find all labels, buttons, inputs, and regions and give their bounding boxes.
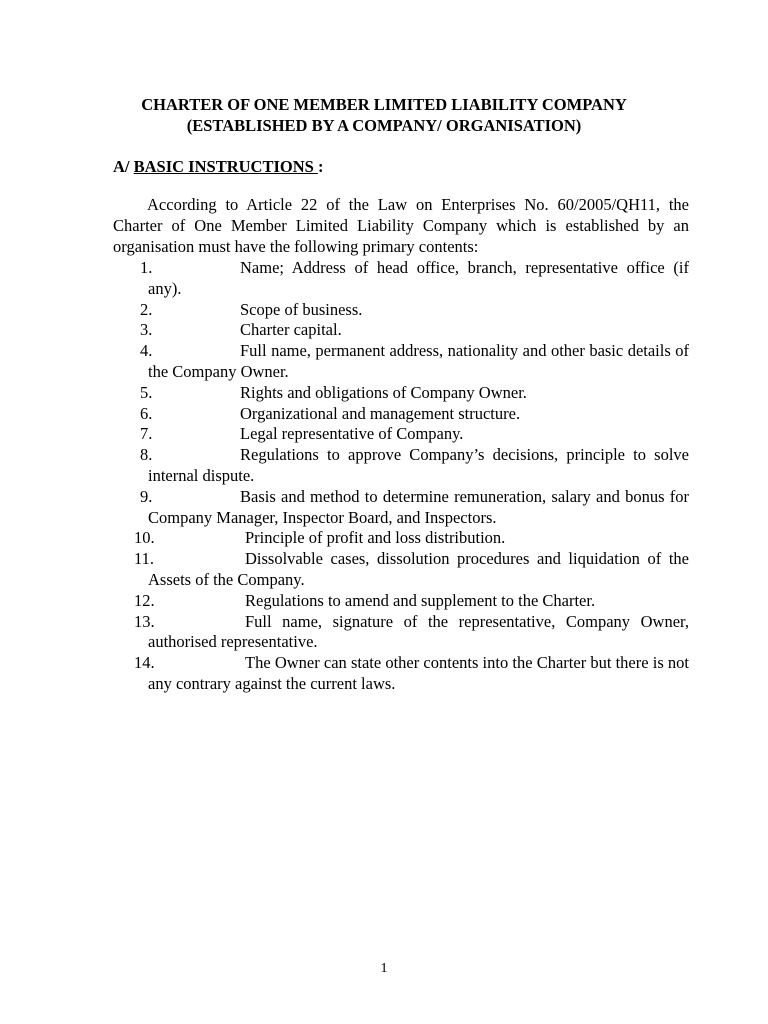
- list-item-text: Organizational and management structure.: [240, 403, 521, 423]
- list-item: [0, 591, 768, 612]
- section-heading: [113, 156, 323, 177]
- title-line-1: CHARTER OF ONE MEMBER LIMITED LIABILITY COMPANY: [141, 95, 627, 114]
- list-item: [0, 258, 768, 300]
- list-item-text: Scope of business.: [240, 299, 363, 319]
- list-item-text: Basis and method to determine remuneration, salary and bonus for Company Manager, Inspector Board, and Inspectors.: [148, 486, 689, 527]
- list-item: [0, 424, 768, 445]
- list-item-text: Full name, permanent address, nationality and other basic details of the Company Owner.: [148, 341, 689, 381]
- list-item-number: 2.: [140, 299, 153, 319]
- list-item-text: Charter capital.: [240, 320, 342, 340]
- list-item-text: The Owner can state other contents into the Charter but there is not any contrary against the current laws.: [148, 653, 689, 693]
- list-item-number: 3.: [140, 320, 153, 340]
- list-item: [0, 528, 768, 549]
- section-prefix: A/: [113, 157, 134, 176]
- list-item: [0, 487, 768, 529]
- list-item: [0, 300, 768, 321]
- list-item: [0, 341, 768, 383]
- page-number: 1: [380, 961, 388, 976]
- list-item-number: 7.: [140, 424, 153, 444]
- list-item: [0, 549, 768, 591]
- list-item: [0, 320, 768, 341]
- list-item: [0, 653, 768, 695]
- list-item-number: 13.: [134, 611, 155, 631]
- list-item-number: 6.: [140, 403, 153, 423]
- list-item: [0, 612, 768, 654]
- section-suffix: :: [317, 157, 324, 176]
- list-item-number: 8.: [140, 445, 153, 465]
- contents-list: [0, 258, 768, 695]
- title-line-2: (ESTABLISHED BY A COMPANY/ ORGANISATION): [186, 116, 582, 135]
- document-title: [0, 94, 768, 136]
- list-item-text: Dissolvable cases, dissolution procedures and liquidation of the Assets of the Company.: [148, 549, 689, 589]
- list-item-text: Principle of profit and loss distribution.: [245, 528, 506, 548]
- list-item-text: Rights and obligations of Company Owner.: [240, 382, 527, 402]
- list-item-number: 9.: [140, 486, 153, 506]
- list-item-number: 11.: [134, 549, 155, 569]
- list-item-number: 14.: [134, 653, 155, 673]
- list-item-number: 10.: [134, 528, 155, 548]
- list-item-text: Regulations to amend and supplement to the Charter.: [245, 590, 596, 610]
- intro-paragraph: According to Article 22 of the Law on Enterprises No. 60/2005/QH11, the Charter of One Member Limited Liability Company which is established by an organisation must have the following primary contents:: [113, 195, 689, 256]
- list-item: [0, 445, 768, 487]
- list-item-text: Name; Address of head office, branch, representative office (if any).: [148, 258, 689, 298]
- list-item-number: 5.: [140, 382, 153, 402]
- list-item-number: 4.: [140, 341, 153, 361]
- section-heading-text: BASIC INSTRUCTIONS: [133, 157, 318, 176]
- list-item-number: 12.: [134, 590, 155, 610]
- list-item: [0, 404, 768, 425]
- list-item-text: Full name, signature of the representative, Company Owner, authorised representative.: [148, 611, 689, 652]
- list-item: [0, 383, 768, 404]
- list-item-text: Regulations to approve Company’s decisions, principle to solve internal dispute.: [148, 445, 689, 485]
- list-item-text: Legal representative of Company.: [240, 424, 464, 444]
- list-item-number: 1.: [140, 258, 153, 277]
